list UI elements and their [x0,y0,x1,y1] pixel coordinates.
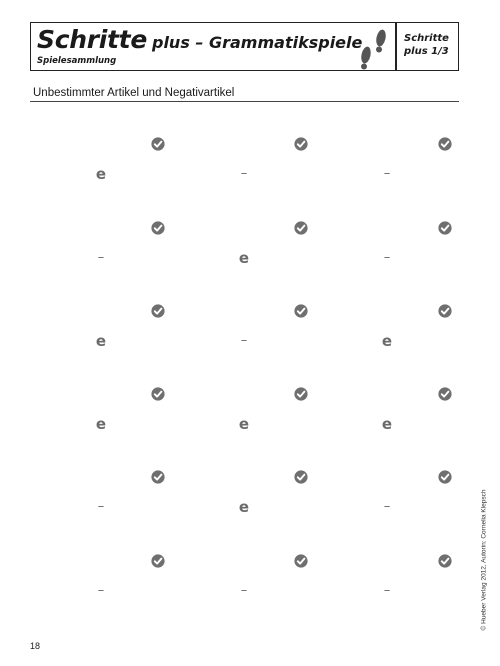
check-circle-icon [294,554,308,568]
grid-symbol: – [383,583,391,598]
grid-symbol: e [95,165,107,183]
page-number: 18 [30,641,41,651]
grid-symbol: – [97,250,105,265]
check-circle-icon [438,137,452,151]
check-circle-icon [151,470,165,484]
check-circle-icon [438,221,452,235]
grid-symbol: e [381,332,393,350]
grid-symbol: e [95,332,107,350]
check-circle-icon [438,304,452,318]
check-circle-icon [294,221,308,235]
grid-symbol: – [97,583,105,598]
check-circle-icon [294,470,308,484]
grid-symbol: – [383,166,391,181]
check-circle-icon [294,304,308,318]
brand-suffix: plus – Grammatikspiele [151,33,363,52]
brand-name: Schritte [37,25,147,54]
check-circle-icon [438,387,452,401]
check-circle-icon [151,304,165,318]
grid-symbol: – [383,250,391,265]
section-title: Unbestimmter Artikel und Negativartikel [33,87,235,99]
course-line-2: plus 1/3 [404,46,449,57]
grid-symbol: – [240,166,248,181]
check-circle-icon [294,137,308,151]
check-circle-icon [438,470,452,484]
grid-symbol: – [97,499,105,514]
check-circle-icon [438,554,452,568]
grid-symbol: e [238,249,250,267]
grid-symbol: e [95,415,107,433]
check-circle-icon [151,554,165,568]
check-circle-icon [151,387,165,401]
check-circle-icon [294,387,308,401]
check-circle-icon [151,137,165,151]
grid-symbol: e [381,415,393,433]
grid-symbol: – [383,499,391,514]
course-line-1: Schritte [404,33,449,44]
grid-symbol: e [238,415,250,433]
check-circle-icon [151,221,165,235]
copyright-notice: © Hueber Verlag 2012, Autorin: Cornelia Klepsch [480,489,488,631]
grid-symbol: e [238,498,250,516]
grid-symbol: – [240,333,248,348]
brand-subtitle: Spielesammlung [37,56,117,66]
grid-symbol: – [240,583,248,598]
